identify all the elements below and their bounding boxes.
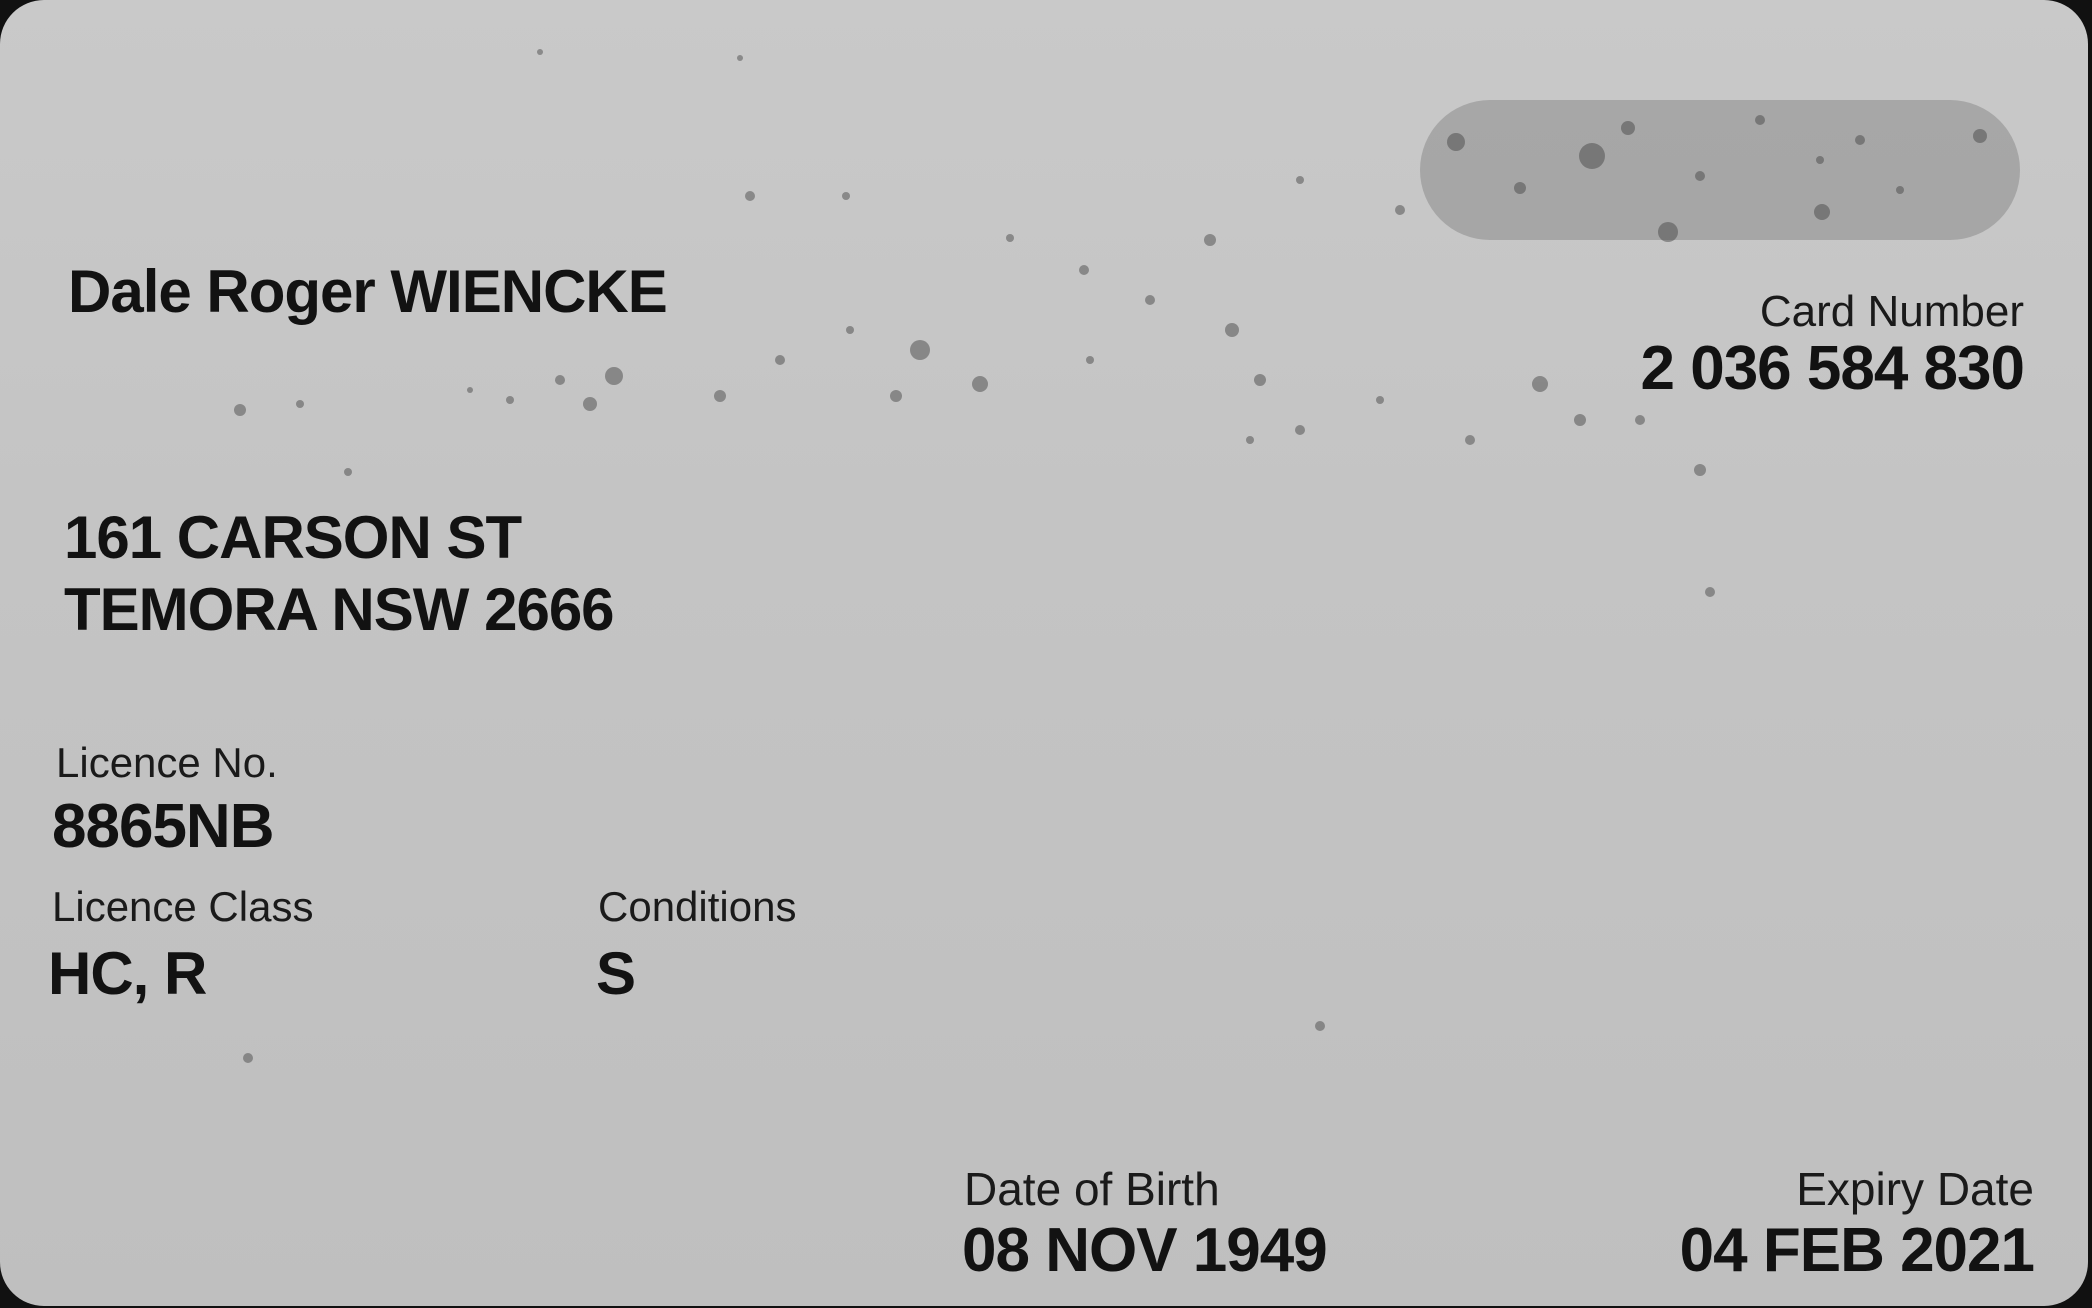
licence-no-label: Licence No. <box>56 739 278 786</box>
date-of-birth-label: Date of Birth <box>964 1163 1220 1215</box>
licence-class-label: Licence Class <box>52 883 314 930</box>
card-number-label: Card Number <box>1759 287 2024 336</box>
expiry-date-label: Expiry Date <box>1796 1163 2034 1215</box>
address-line-1: 161 CARSON ST <box>64 504 522 571</box>
conditions-value: S <box>596 940 636 1007</box>
conditions-label: Conditions <box>598 883 797 930</box>
card-number-value: 2 036 584 830 <box>1640 334 2024 403</box>
licence-no-value: 8865NB <box>52 792 274 861</box>
licence-class-value: HC, R <box>48 940 207 1007</box>
date-of-birth-value: 08 NOV 1949 <box>962 1216 1327 1285</box>
address-line-2: TEMORA NSW 2666 <box>64 576 614 643</box>
holder-name: Dale Roger WIENCKE <box>68 258 667 325</box>
expiry-date-value: 04 FEB 2021 <box>1679 1216 2034 1285</box>
